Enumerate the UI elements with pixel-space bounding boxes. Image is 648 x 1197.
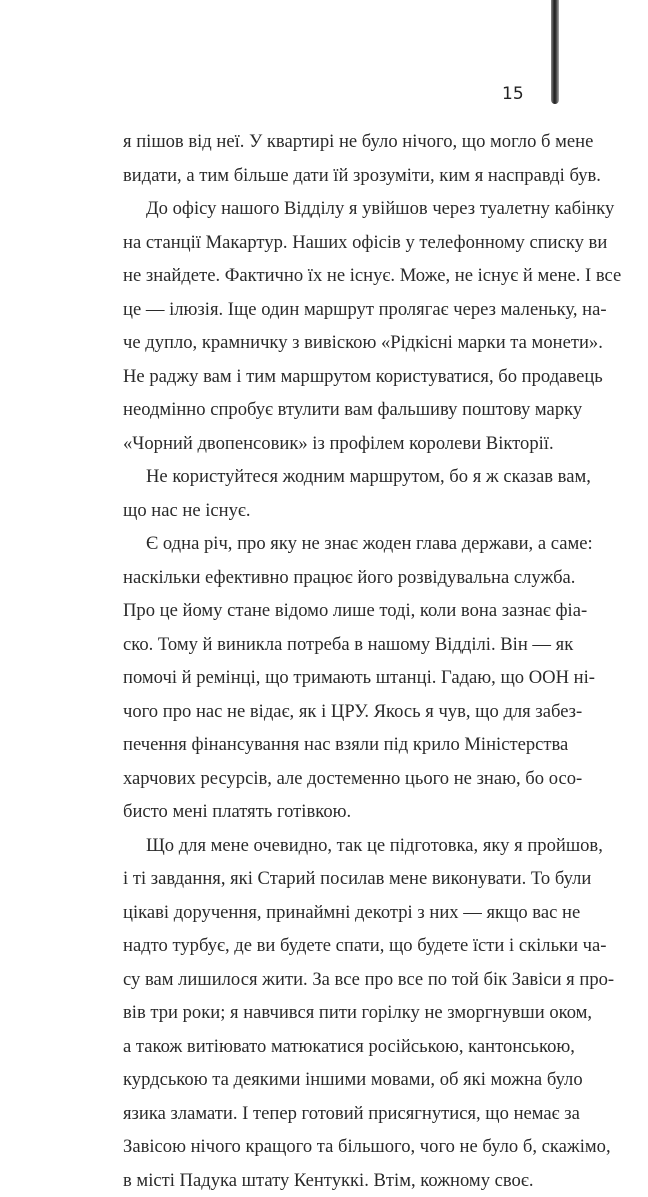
text-line: су вам лишилося жити. За все про все по той бік Завіси я про- (123, 963, 553, 997)
text-line: і ті завдання, які Старий посилав мене виконувати. То були (123, 862, 553, 896)
text-line: бисто мені платять готівкою. (123, 795, 553, 829)
body-text (123, 125, 553, 1197)
text-line: харчових ресурсів, але достеменно цього не знаю, бо осо- (123, 762, 553, 796)
text-line: До офісу нашого Відділу я увійшов через туалетну кабінку (123, 192, 553, 226)
text-line: Не користуйтеся жодним маршрутом, бо я ж сказав вам, (123, 460, 553, 494)
text-line: печення фінансування нас взяли під крило Міністерства (123, 728, 553, 762)
text-line: в місті Падука штату Кентуккі. Втім, кожному своє. (123, 1164, 553, 1197)
text-line: вів три роки; я навчився пити горілку не зморгнувши оком, (123, 996, 553, 1030)
text-line: наскільки ефективно працює його розвідувальна служба. (123, 561, 553, 595)
text-line: «Чорний двопенсовик» із профілем королеви Вікторії. (123, 427, 553, 461)
page-number: 15 (502, 84, 524, 104)
text-line: язика зламати. І тепер готовий присягнутися, що немає за (123, 1097, 553, 1131)
text-line: помочі й ремінці, що тримають штанці. Гадаю, що ООН ні- (123, 661, 553, 695)
text-line: Про це йому стане відомо лише тоді, коли вона зазнає фіа- (123, 594, 553, 628)
text-line: чого про нас не відає, як і ЦРУ. Якось я чув, що для забез- (123, 695, 553, 729)
text-line: а також витіювато матюкатися російською, кантонською, (123, 1030, 553, 1064)
text-line: курдською та деякими іншими мовами, об які можна було (123, 1063, 553, 1097)
text-line: це — ілюзія. Іще один маршрут пролягає через маленьку, на- (123, 293, 553, 327)
text-line: неодмінно спробує втулити вам фальшиву поштову марку (123, 393, 553, 427)
text-line: надто турбує, де ви будете спати, що будете їсти і скільки ча- (123, 929, 553, 963)
text-line: не знайдете. Фактично їх не існує. Може, не існує й мене. І все (123, 259, 553, 293)
text-line: че дупло, крамничку з вивіскою «Рідкісні марки та монети». (123, 326, 553, 360)
text-line: видати, а тим більше дати їй зрозуміти, ким я насправді був. (123, 159, 553, 193)
text-line: Є одна річ, про яку не знає жоден глава держави, а саме: (123, 527, 553, 561)
text-line: Не раджу вам і тим маршрутом користуватися, бо продавець (123, 360, 553, 394)
text-line: цікаві доручення, принаймні декотрі з них — якщо вас не (123, 896, 553, 930)
text-line: я пішов від неї. У квартирі не було нічого, що могло б мене (123, 125, 553, 159)
text-line: Що для мене очевидно, так це підготовка, яку я пройшов, (123, 829, 553, 863)
page-edge-mark (551, 0, 559, 104)
text-line: ско. Тому й виникла потреба в нашому Відділі. Він — як (123, 628, 553, 662)
text-line: Завісою нічого кращого та більшого, чого не було б, скажімо, (123, 1130, 553, 1164)
text-line: на станції Макартур. Наших офісів у телефонному списку ви (123, 226, 553, 260)
text-line: що нас не існує. (123, 494, 553, 528)
